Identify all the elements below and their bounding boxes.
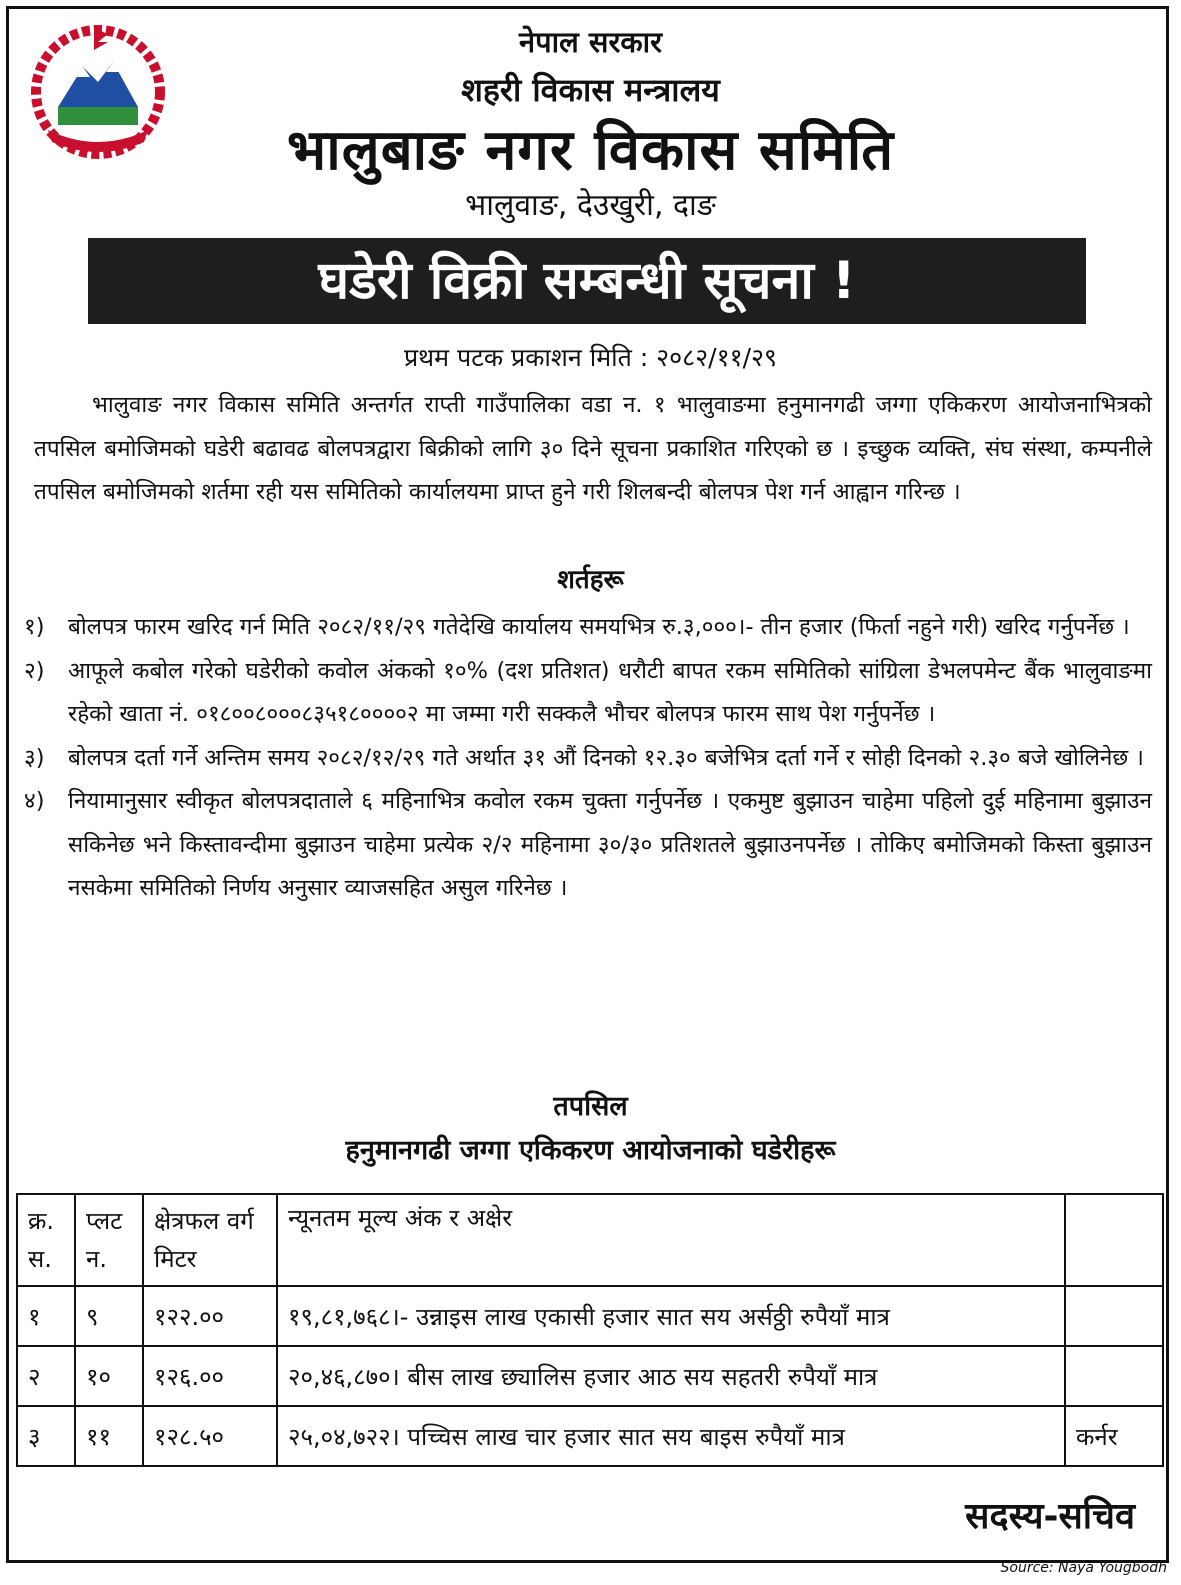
condition-text: आफूले कबोल गरेको घडेरीको कवोल अंकको १०% (दश प्रतिशत) धरौटी बापत रकम समितिको सांग्रिला डेभलपमेन्ट बैंक भालुवाङमा रहेको खाता नं. ०१८००८०००८३५१८००००२ मा जम्मा गरी सक्कलै भौचर बोलपत्र फारम साथ पेश गर्नुपर्नेछ । bbox=[68, 657, 1152, 727]
conditions-list bbox=[24, 606, 1152, 911]
committee-name: भालुबाङ नगर विकास समिति bbox=[286, 118, 895, 183]
remark-cell bbox=[1065, 1346, 1163, 1406]
condition-text: बोलपत्र दर्ता गर्ने अन्तिम समय २०८२/१२/२९ गते अर्थात ३१ औं दिनको १२.३० बजेभित्र दर्ता गर्ने र सोही दिनको २.३० बजे खोलिनेछ । bbox=[68, 744, 1144, 771]
signature-title: सदस्य-सचिव bbox=[965, 1496, 1135, 1537]
area-cell: १२६.०० bbox=[143, 1346, 277, 1406]
condition-item bbox=[24, 606, 1152, 650]
price-cell: १९,८१,७६८।- उन्नाइस लाख एकासी हजार सात सय अर्सठ्ठी रुपैयाँ मात्र bbox=[277, 1286, 1065, 1346]
condition-text: बोलपत्र फारम खरिद गर्न मिति २०८२/११/२९ गतेदेखि कार्यालय समयभित्र रु.३,०००।- तीन हजार (फिर्ता नहुने गरी) खरिद गर्नुपर्नेछ । bbox=[68, 614, 1130, 640]
schedule-subheading: हनुमानगढी जग्गा एकिकरण आयोजनाको घडेरीहरू bbox=[345, 1135, 836, 1166]
table-row bbox=[17, 1406, 1163, 1466]
plot-table bbox=[16, 1193, 1164, 1467]
plot-cell: १० bbox=[75, 1346, 143, 1406]
area-cell: १२८.५० bbox=[143, 1406, 277, 1466]
ministry-name: शहरी विकास मन्त्रालय bbox=[461, 71, 720, 109]
table-header-row bbox=[17, 1194, 1163, 1286]
serial-cell: २ bbox=[17, 1346, 75, 1406]
notice-title: घडेरी विक्री सम्बन्धी सूचना ! bbox=[88, 238, 1086, 324]
remark-cell bbox=[1065, 1286, 1163, 1346]
column-header: न्यूनतम मूल्य अंक र अक्षेर bbox=[277, 1194, 1065, 1286]
conditions-heading: शर्तहरू bbox=[557, 565, 624, 595]
plot-cell: ११ bbox=[75, 1406, 143, 1466]
price-cell: २५,०४,७२२। पच्चिस लाख चार हजार सात सय बाइस रुपैयाँ मात्र bbox=[277, 1406, 1065, 1466]
column-header bbox=[1065, 1194, 1163, 1286]
table-row bbox=[17, 1346, 1163, 1406]
serial-cell: ३ bbox=[17, 1406, 75, 1466]
area-cell: १२२.०० bbox=[143, 1286, 277, 1346]
price-cell: २०,४६,८७०। बीस लाख छ्यालिस हजार आठ सय सहतरी रुपैयाँ मात्र bbox=[277, 1346, 1065, 1406]
table-row bbox=[17, 1286, 1163, 1346]
source-credit: Source: Naya Yougbodh bbox=[1000, 1560, 1167, 1576]
condition-item bbox=[24, 780, 1152, 911]
condition-number: २) bbox=[24, 657, 45, 684]
schedule-heading: तपसिल bbox=[553, 1091, 628, 1122]
condition-number: ३) bbox=[24, 744, 45, 771]
remark-cell: कर्नर bbox=[1065, 1406, 1163, 1466]
condition-text: नियामानुसार स्वीकृत बोलपत्रदाताले ६ महिनाभित्र कवोल रकम चुक्ता गर्नुपर्नेछ । एकमुष्ट बुझाउन चाहेमा पहिलो दुई महिनामा बुझाउन सकिनेछ भने किस्तावन्दीमा बुझाउन चाहेमा प्रत्येक २/२ महिनामा ३०/३० प्रतिशतले बुझाउनपर्नेछ । तोकिए बमोजिमको किस्ता बुझाउन नसकेमा समितिको निर्णय अनुसार व्याजसहित असुल गरिनेछ । bbox=[68, 788, 1152, 901]
condition-number: ४) bbox=[24, 788, 45, 814]
column-header: प्लट न. bbox=[75, 1194, 143, 1286]
committee-address: भालुवाङ, देउखुरी, दाङ bbox=[465, 188, 716, 223]
plot-cell: ९ bbox=[75, 1286, 143, 1346]
government-name: नेपाल सरकार bbox=[519, 25, 662, 59]
serial-cell: १ bbox=[17, 1286, 75, 1346]
column-header: क्षेत्रफल वर्ग मिटर bbox=[143, 1194, 277, 1286]
column-header: क्र. स. bbox=[17, 1194, 75, 1286]
publication-date: प्रथम पटक प्रकाशन मिति : २०८२/११/२९ bbox=[403, 343, 778, 372]
notice-intro: भालुवाङ नगर विकास समिति अन्तर्गत राप्ती गाउँपालिका वडा न. १ भालुवाङमा हनुमानगढी जग्गा एकिकरण आयोजनाभित्रको तपसिल बमोजिमको घडेरी बढावढ बोलपत्रद्वारा बिक्रीको लागि ३० दिने सूचना प्रकाशित गरिएको छ । इच्छुक व्यक्ति, संघ संस्था, कम्पनीले तपसिल बमोजिमको शर्तमा रही यस समितिको कार्यालयमा प्राप्त हुने गरी शिलबन्दी बोलपत्र पेश गर्न आह्वान गरिन्छ । bbox=[34, 392, 1152, 505]
condition-number: १) bbox=[24, 614, 45, 640]
condition-item bbox=[24, 650, 1152, 737]
condition-item bbox=[24, 737, 1152, 781]
